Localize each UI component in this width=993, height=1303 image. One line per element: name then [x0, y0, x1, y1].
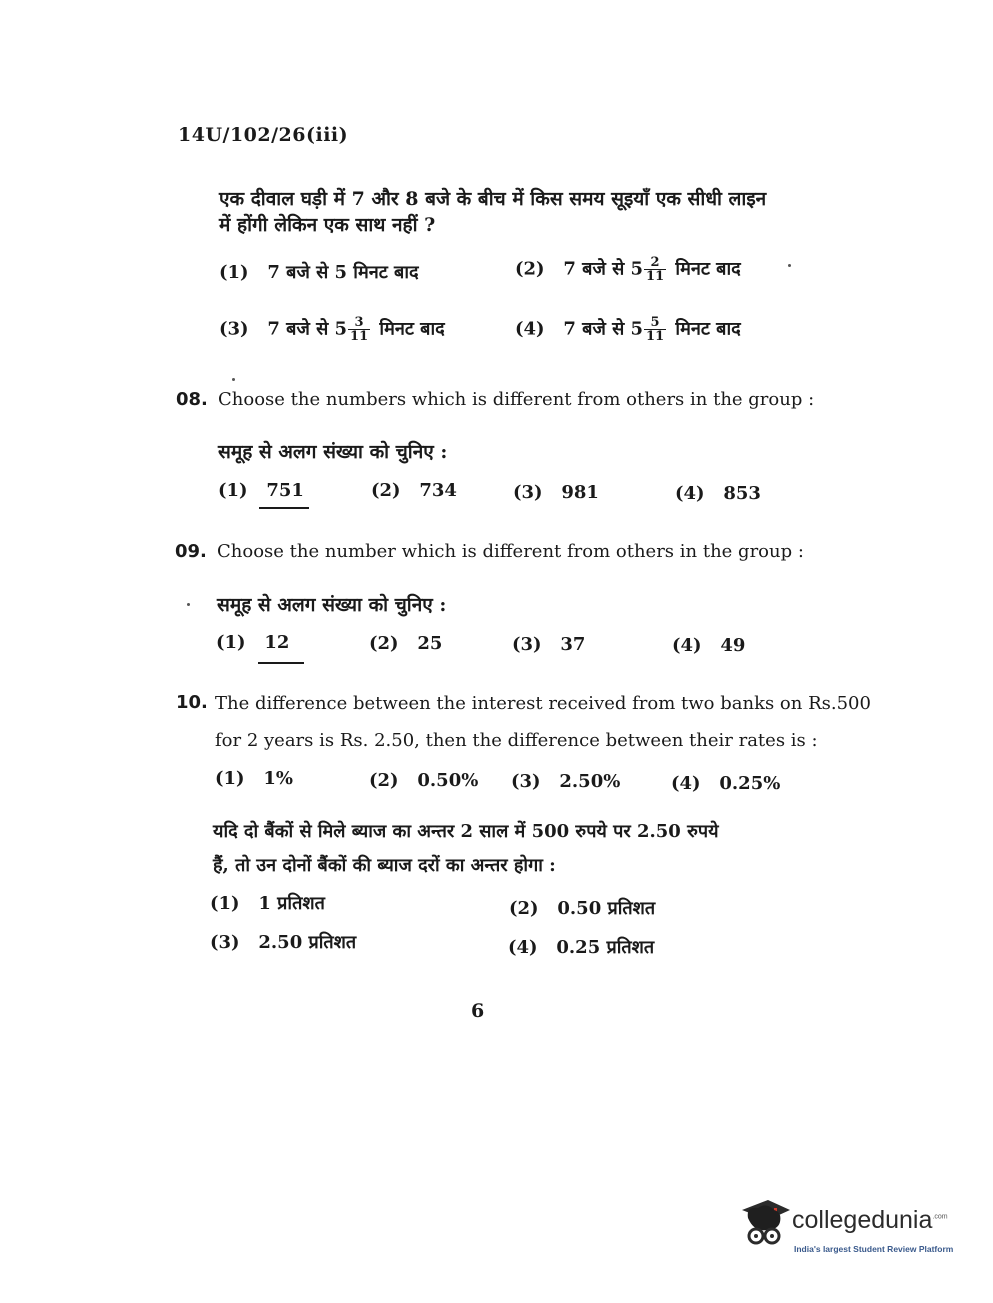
q8-option-3 [513, 482, 599, 503]
q9-option-3 [512, 634, 585, 655]
option-value: 981 [561, 482, 599, 503]
q7-question-line2: में होंगी लेकिन एक साथ नहीं ? [219, 214, 436, 236]
fraction-numerator: 2 [644, 256, 666, 270]
fraction-numerator: 5 [644, 316, 666, 330]
q10-option-en-2 [369, 770, 478, 791]
option-value: 0.25% [719, 773, 781, 794]
logo-suffix: .com [932, 1213, 948, 1221]
page-number: 6 [471, 1000, 485, 1022]
fraction-numerator: 3 [348, 316, 370, 330]
option-number: (1) [215, 768, 245, 789]
q10-option-hi-4 [508, 935, 654, 959]
option-text: 7 बजे से 5 [563, 258, 644, 280]
q8-option-2 [371, 480, 457, 501]
scan-speck [788, 264, 791, 267]
option-number: (1) [210, 893, 240, 914]
q8-question-en: Choose the numbers which is different from others in the group : [218, 389, 815, 410]
option-number: (4) [675, 483, 705, 504]
option-number: (3) [210, 932, 240, 953]
option-value: 1% [263, 768, 294, 789]
q10-question-en-line1: The difference between the interest received from two banks on Rs.500 [215, 693, 871, 714]
q10-question-en-line2: for 2 years is Rs. 2.50, then the difference between their rates is : [215, 730, 818, 751]
q9-number: 09. [175, 541, 207, 562]
q8-option-4 [675, 483, 761, 504]
q7-option-1 [219, 260, 419, 284]
option-text-suffix: मिनट बाद [675, 258, 741, 280]
q9-option-4 [672, 635, 745, 656]
fraction-denominator: 11 [646, 269, 665, 284]
answer-underline [258, 662, 304, 664]
fraction [644, 256, 666, 283]
q10-question-hi-line2: हैं, तो उन दोनों बैंकों की ब्याज दरों का अन्तर होगा : [213, 855, 556, 876]
option-value: 734 [419, 480, 457, 501]
option-value: 37 [560, 634, 586, 655]
logo-name: collegedunia [792, 1206, 933, 1234]
option-number: (4) [508, 937, 538, 958]
option-number: (2) [515, 258, 545, 280]
answer-underline [259, 507, 309, 509]
option-value: 853 [723, 483, 761, 504]
q9-option-1 [216, 632, 289, 653]
option-number: (4) [671, 773, 701, 794]
option-number: (2) [369, 770, 399, 791]
option-number: (2) [509, 898, 539, 919]
option-value: 25 [417, 633, 443, 654]
option-text: 7 बजे से 5 मिनट बाद [267, 262, 419, 283]
fraction-denominator: 11 [350, 329, 369, 344]
fraction [644, 316, 666, 343]
option-value: 0.50 प्रतिशत [557, 898, 656, 919]
option-number: (3) [511, 771, 541, 792]
q10-option-hi-1 [210, 891, 325, 915]
q10-option-hi-3 [210, 930, 356, 954]
q8-number: 08. [176, 389, 208, 410]
logo-tagline: India's largest Student Review Platform [794, 1244, 954, 1254]
q8-option-1 [218, 480, 304, 501]
q10-option-hi-2 [509, 896, 655, 920]
option-value: 12 [264, 632, 290, 653]
q7-option-2 [515, 256, 741, 283]
option-text-suffix: मिनट बाद [379, 318, 445, 340]
option-value: 2.50% [559, 771, 621, 792]
option-text-suffix: मिनट बाद [675, 318, 741, 340]
option-value: 0.50% [417, 770, 479, 791]
option-text: 7 बजे से 5 [563, 318, 644, 340]
q9-question-en: Choose the number which is different from others in the group : [217, 541, 804, 562]
option-number: (3) [512, 634, 542, 655]
option-number: (3) [219, 318, 249, 340]
q9-option-2 [369, 633, 442, 654]
q7-option-3 [219, 316, 445, 343]
q10-option-en-4 [671, 773, 780, 794]
document-code: 14U/102/26(iii) [178, 124, 349, 146]
mascot-icon [738, 1196, 794, 1256]
q7-question-line1: एक दीवाल घड़ी में 7 और 8 बजे के बीच में किस समय सूइयाँ एक सीधी लाइन [219, 188, 767, 210]
scan-speck [187, 603, 190, 606]
option-number: (1) [219, 262, 249, 283]
q8-question-hi: समूह से अलग संख्या को चुनिए : [218, 441, 448, 463]
option-number: (4) [672, 635, 702, 656]
q10-question-hi-line1: यदि दो बैंकों से मिले ब्याज का अन्तर 2 साल में 500 रुपये पर 2.50 रुपये [213, 821, 719, 842]
q10-option-en-1 [215, 768, 293, 789]
option-number: (4) [515, 318, 545, 340]
q10-number: 10. [176, 692, 208, 713]
option-value: 49 [720, 635, 746, 656]
option-number: (3) [513, 482, 543, 503]
fraction [348, 316, 370, 343]
option-number: (2) [371, 480, 401, 501]
option-value: 751 [266, 480, 304, 501]
q10-option-en-3 [511, 771, 620, 792]
collegedunia-logo [738, 1196, 968, 1266]
q7-option-4 [515, 316, 741, 343]
option-number: (1) [216, 632, 246, 653]
option-text: 7 बजे से 5 [267, 318, 348, 340]
option-value: 1 प्रतिशत [258, 893, 325, 914]
q9-question-hi: समूह से अलग संख्या को चुनिए : [217, 594, 447, 616]
option-value: 0.25 प्रतिशत [556, 937, 655, 958]
logo-wordmark [792, 1206, 948, 1235]
option-number: (1) [218, 480, 248, 501]
option-number: (2) [369, 633, 399, 654]
fraction-denominator: 11 [646, 329, 665, 344]
option-value: 2.50 प्रतिशत [258, 932, 357, 953]
scan-speck [232, 378, 235, 381]
